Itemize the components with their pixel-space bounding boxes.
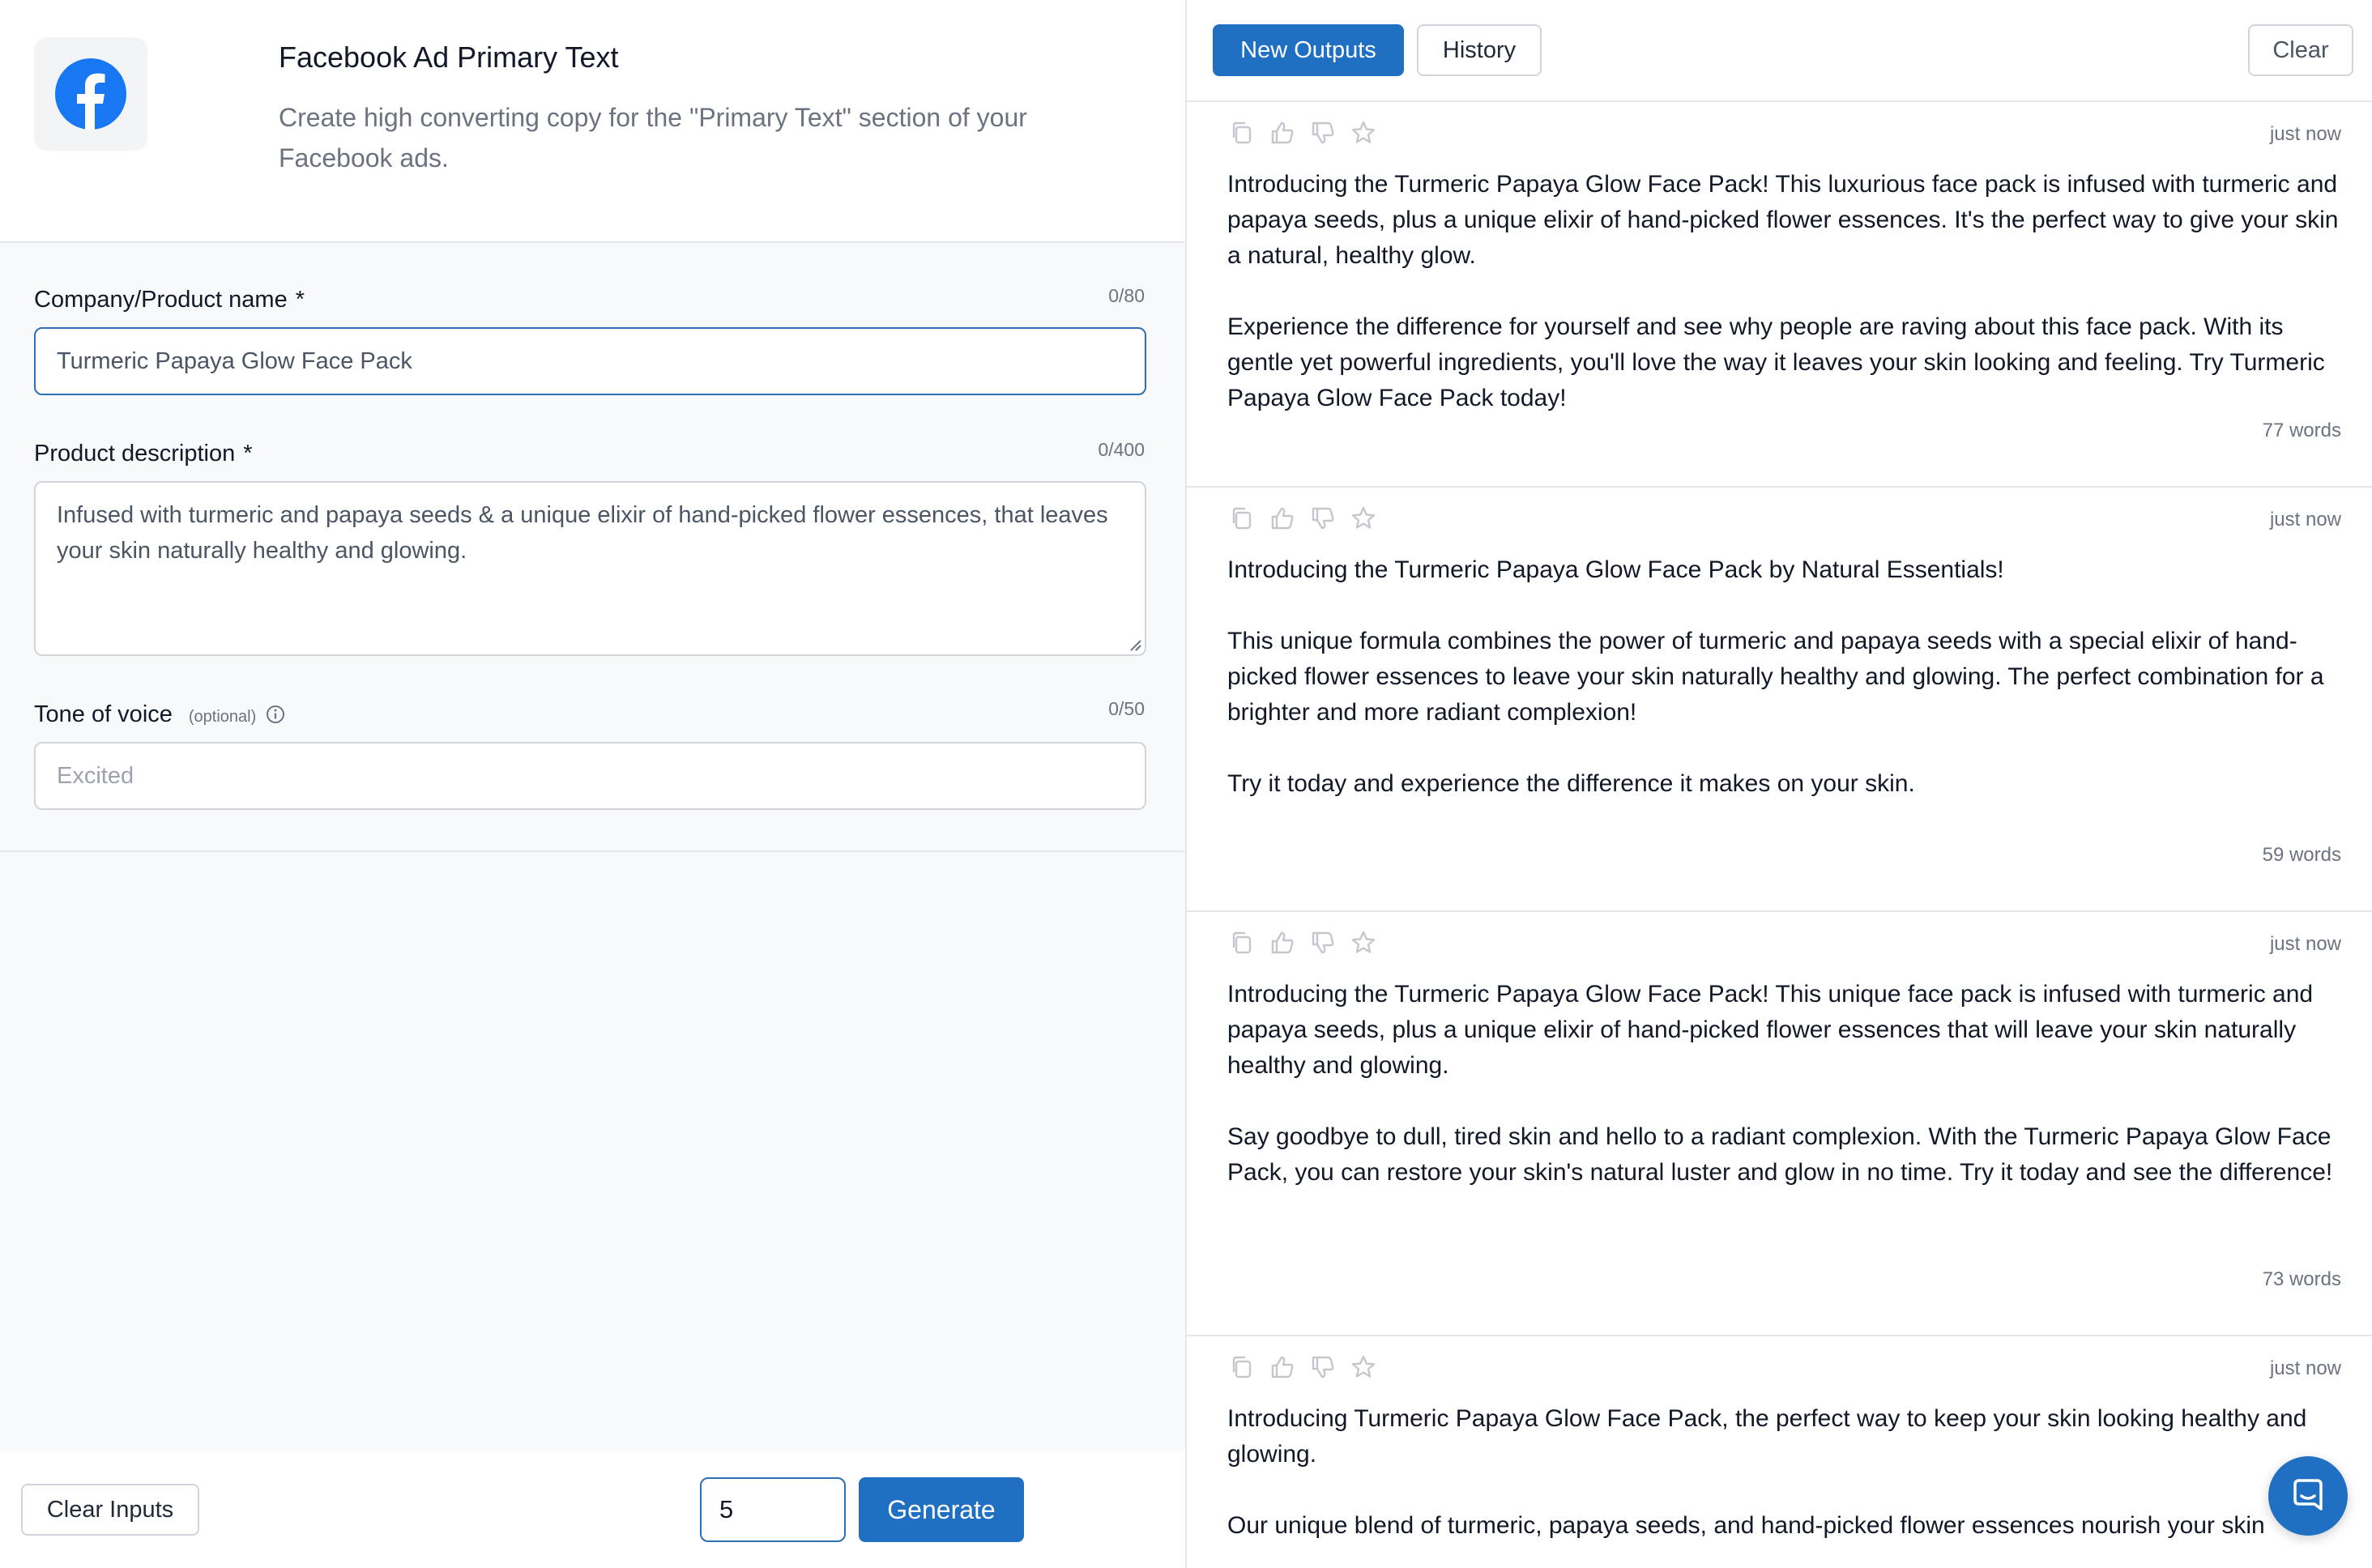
output-paragraph: Try it today and experience the difference it makes on your skin. <box>1227 770 1915 797</box>
output-panel <box>1187 0 2372 1568</box>
tone-of-voice-placeholder: Excited <box>57 762 134 789</box>
output-timestamp: just now <box>2269 509 2341 530</box>
facebook-icon <box>55 58 126 130</box>
output-text[interactable] <box>1227 1401 2345 1544</box>
output-timestamp: just now <box>2269 1357 2341 1379</box>
clear-inputs-button[interactable]: Clear Inputs <box>21 1484 199 1536</box>
output-actions <box>1227 1353 1378 1382</box>
required-mark: * <box>295 287 305 313</box>
thumbs-up-icon[interactable] <box>1268 1353 1297 1382</box>
tone-of-voice-counter: 0/50 <box>1108 698 1145 719</box>
new-outputs-tab[interactable]: New Outputs <box>1213 24 1404 76</box>
tool-logo <box>34 37 147 151</box>
output-actions <box>1227 118 1378 147</box>
output-timestamp: just now <box>2269 123 2341 145</box>
output-paragraph: Introducing the Turmeric Papaya Glow Face Pack! This luxurious face pack is infused with turmeric and papaya seeds, plus a unique elixir of hand-picked flower essences. It's the perfect way to give your skin a natural, healthy glow. <box>1227 171 2339 269</box>
output-card <box>1187 488 2372 912</box>
output-actions <box>1227 928 1378 957</box>
company-name-label: Company/Product name * <box>34 287 305 313</box>
thumbs-down-icon[interactable] <box>1308 504 1337 533</box>
tool-header <box>0 0 1185 243</box>
thumbs-up-icon[interactable] <box>1268 928 1297 957</box>
tool-description: Create high converting copy for the "Primary Text" section of your Facebook ads. <box>279 103 1027 173</box>
word-count: 77 words <box>2262 420 2341 441</box>
chat-icon <box>2289 1476 2327 1515</box>
input-form <box>0 243 1185 852</box>
output-count-input[interactable] <box>700 1477 846 1542</box>
output-paragraph: Experience the difference for yourself and see why people are raving about this face pack. With its gentle yet powerful ingredients, you'll love the way it leaves your skin looking and feeling. Try Turmeric Papaya Glow Face Pack today! <box>1227 313 2325 411</box>
output-paragraph: This unique formula combines the power of turmeric and papaya seeds with a special elixir of hand-picked flower essences to leave your skin naturally healthy and glowing. The perfect combination for a brighter and more radiant complexion! <box>1227 628 2324 726</box>
optional-label: (optional) <box>188 708 257 726</box>
copy-icon[interactable] <box>1227 928 1256 957</box>
output-card <box>1187 1336 2372 1568</box>
product-description-value: Infused with turmeric and papaya seeds & a unique elixir of hand-picked flower essences, that leaves your skin naturally healthy and glowing. <box>57 502 1108 564</box>
history-tab[interactable]: History <box>1417 24 1542 76</box>
output-paragraph: Say goodbye to dull, tired skin and hello to a radiant complexion. With the Turmeric Papaya Glow Face Pack, you can restore your skin's natural luster and glow in no time. Try it today and see the difference! <box>1227 1123 2333 1186</box>
copy-icon[interactable] <box>1227 504 1256 533</box>
thumbs-up-icon[interactable] <box>1268 118 1297 147</box>
company-name-input[interactable] <box>34 327 1146 395</box>
output-paragraph: Introducing the Turmeric Papaya Glow Face Pack! This unique face pack is infused with turmeric and papaya seeds, plus a unique elixir of hand-picked flower essences that will leave your skin naturally healthy and glowing. <box>1227 981 2314 1079</box>
output-text[interactable] <box>1227 167 2345 416</box>
tool-title: Facebook Ad Primary Text <box>279 40 619 74</box>
output-paragraph: Our unique blend of turmeric, papaya seeds, and hand-picked flower essences nourish your skin <box>1227 1512 2265 1539</box>
copy-icon[interactable] <box>1227 118 1256 147</box>
company-name-counter: 0/80 <box>1108 285 1145 306</box>
thumbs-up-icon[interactable] <box>1268 504 1297 533</box>
info-icon[interactable] <box>266 705 285 724</box>
chat-launcher-button[interactable] <box>2268 1456 2348 1536</box>
tone-of-voice-input[interactable] <box>34 742 1146 810</box>
product-description-label: Product description * <box>34 441 253 467</box>
output-card <box>1187 102 2372 488</box>
clear-outputs-button[interactable]: Clear <box>2248 24 2353 76</box>
word-count: 59 words <box>2262 844 2341 866</box>
action-bar <box>0 1451 1185 1568</box>
copy-icon[interactable] <box>1227 1353 1256 1382</box>
star-icon[interactable] <box>1349 1353 1378 1382</box>
output-count-value: 5 <box>719 1495 734 1523</box>
star-icon[interactable] <box>1349 928 1378 957</box>
resize-grip-icon[interactable] <box>1127 637 1141 651</box>
output-text[interactable] <box>1227 552 2345 802</box>
output-header <box>1187 0 2372 102</box>
tone-of-voice-label: Tone of voice (optional) <box>34 701 285 728</box>
required-mark: * <box>243 441 253 467</box>
word-count: 73 words <box>2262 1268 2341 1290</box>
thumbs-down-icon[interactable] <box>1308 928 1337 957</box>
output-paragraph: Introducing Turmeric Papaya Glow Face Pack, the perfect way to keep your skin looking healthy and glowing. <box>1227 1405 2307 1468</box>
company-name-value: Turmeric Papaya Glow Face Pack <box>57 347 412 374</box>
star-icon[interactable] <box>1349 118 1378 147</box>
thumbs-down-icon[interactable] <box>1308 1353 1337 1382</box>
output-text[interactable] <box>1227 977 2345 1191</box>
star-icon[interactable] <box>1349 504 1378 533</box>
output-actions <box>1227 504 1378 533</box>
output-timestamp: just now <box>2269 933 2341 955</box>
output-paragraph: Introducing the Turmeric Papaya Glow Face Pack by Natural Essentials! <box>1227 556 2004 583</box>
product-description-textarea[interactable] <box>34 481 1146 656</box>
generate-button[interactable]: Generate <box>859 1477 1024 1542</box>
thumbs-down-icon[interactable] <box>1308 118 1337 147</box>
product-description-counter: 0/400 <box>1098 439 1145 460</box>
output-card <box>1187 912 2372 1336</box>
